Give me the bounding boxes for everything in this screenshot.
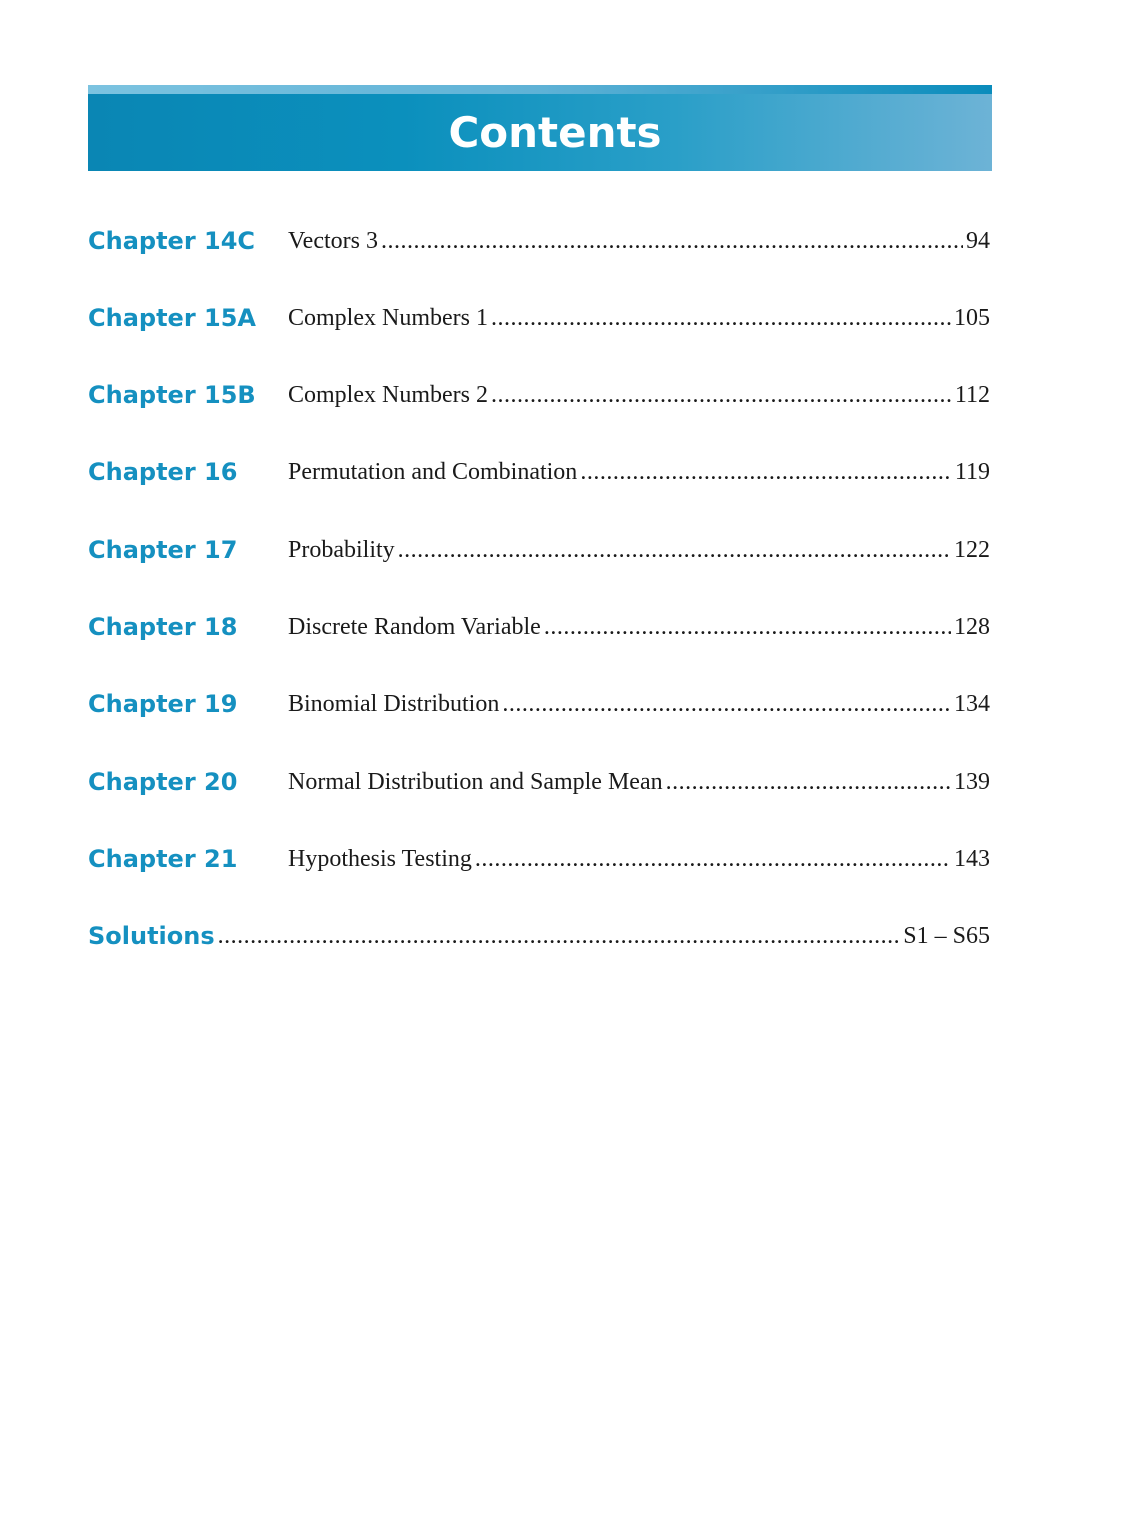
chapter-title: Complex Numbers 1 <box>288 304 488 331</box>
dot-leader <box>218 923 901 950</box>
chapter-title: Binomial Distribution <box>288 690 500 717</box>
chapter-label: Chapter 20 <box>88 768 238 796</box>
chapter-title: Normal Distribution and Sample Mean <box>288 768 663 795</box>
toc-entry[interactable] <box>88 839 990 879</box>
chapter-label: Chapter 15B <box>88 381 256 409</box>
entry-line <box>288 691 990 718</box>
chapter-title: Hypothesis Testing <box>288 845 472 872</box>
chapter-title: Discrete Random Variable <box>288 613 541 640</box>
page-number: 94 <box>966 227 990 254</box>
toc-entry[interactable] <box>88 221 990 261</box>
dot-leader <box>580 459 952 486</box>
chapter-label: Chapter 19 <box>88 690 238 718</box>
dot-leader <box>491 305 951 332</box>
toc-entry[interactable] <box>88 530 990 570</box>
chapter-label: Chapter 21 <box>88 845 238 873</box>
entry-line <box>288 537 990 564</box>
entry-line <box>288 769 990 796</box>
entry-line <box>288 228 990 255</box>
solutions-label: Solutions <box>88 922 215 950</box>
chapter-title: Permutation and Combination <box>288 458 578 485</box>
page-number: 134 <box>954 690 990 717</box>
banner-strip <box>88 85 992 94</box>
entry-line <box>288 614 990 641</box>
page-number: 112 <box>954 381 990 408</box>
toc-entry[interactable] <box>88 375 990 415</box>
page-number: 139 <box>954 768 990 795</box>
toc-entry[interactable] <box>88 607 990 647</box>
chapter-label: Chapter 17 <box>88 536 238 564</box>
dot-leader <box>544 614 951 641</box>
page-number: 119 <box>954 458 990 485</box>
chapter-label: Chapter 18 <box>88 613 238 641</box>
chapter-title: Complex Numbers 2 <box>288 381 488 408</box>
dot-leader <box>502 691 951 718</box>
toc-entry-solutions[interactable] <box>88 916 990 956</box>
page-number: 105 <box>954 304 990 331</box>
chapter-title: Probability <box>288 536 395 563</box>
dot-leader <box>475 846 951 873</box>
entry-line <box>288 459 990 486</box>
toc-entry[interactable] <box>88 762 990 802</box>
dot-leader <box>491 382 952 409</box>
page-title: Contents <box>448 108 662 157</box>
entry-line <box>288 846 990 873</box>
page-number: 128 <box>954 613 990 640</box>
toc-entry[interactable] <box>88 684 990 724</box>
chapter-label: Chapter 15A <box>88 304 256 332</box>
contents-banner <box>88 85 992 171</box>
dot-leader <box>666 769 951 796</box>
toc-entry[interactable] <box>88 452 990 492</box>
page-number: 143 <box>954 845 990 872</box>
entry-line <box>288 305 990 332</box>
chapter-title: Vectors 3 <box>288 227 378 254</box>
toc-entry[interactable] <box>88 298 990 338</box>
page-number: 122 <box>954 536 990 563</box>
dot-leader <box>398 537 951 564</box>
dot-leader <box>381 228 963 255</box>
entry-line <box>288 382 990 409</box>
chapter-label: Chapter 14C <box>88 227 256 255</box>
chapter-label: Chapter 16 <box>88 458 238 486</box>
page-range: S1 – S65 <box>903 922 990 949</box>
